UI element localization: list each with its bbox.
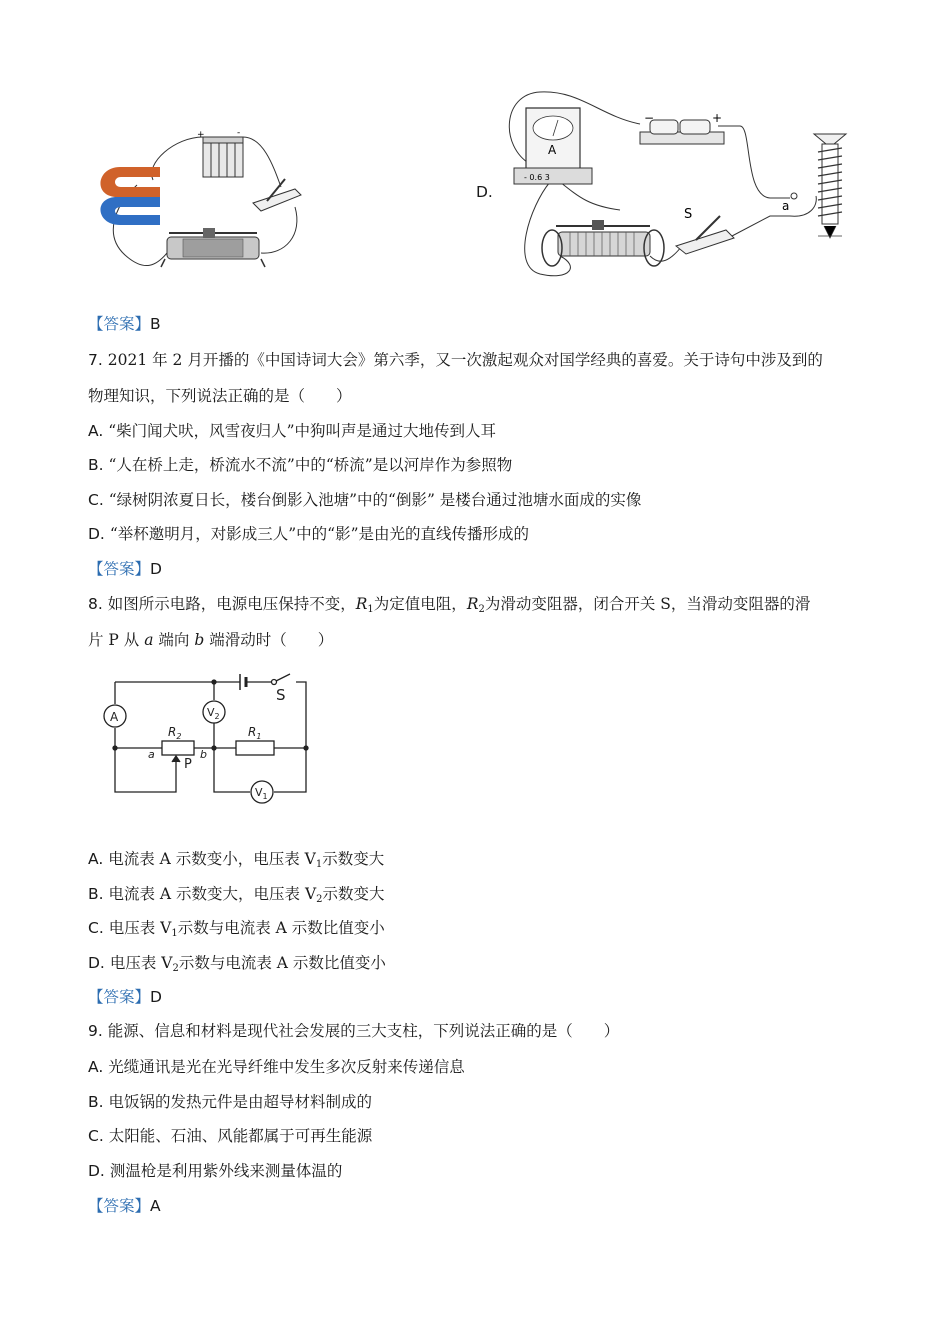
v1-label: $V_1$ xyxy=(255,786,268,801)
r2-sub: 2 xyxy=(478,604,485,615)
option-text: “人在桥上走，桥流水不流”中的“桥流”是以河岸作为参照物 xyxy=(108,456,513,474)
q9-number: 9. xyxy=(88,1022,103,1040)
option-text: “绿树阴浓夏日长，楼台倒影入池塘”中的“倒影” 是楼台通过池塘水面成的实像 xyxy=(108,491,642,509)
answer-bracket: 【答案】 xyxy=(88,315,151,333)
option-letter: A. xyxy=(88,1058,104,1076)
q7-stem-line2: 物理知识，下列说法正确的是（ ） xyxy=(88,387,352,405)
ammeter-label: A xyxy=(110,710,119,724)
ammeter-letter: A xyxy=(548,143,557,157)
answer-value: D xyxy=(150,560,162,578)
ammeter-icon xyxy=(514,108,592,184)
q8-circuit-diagram xyxy=(100,668,315,808)
option-text-2: 示数与电流表 A 示数比值变小 xyxy=(177,919,385,937)
answer-7 xyxy=(88,559,162,579)
battery-minus-label: - xyxy=(237,128,241,138)
q8-number: 8. xyxy=(88,595,103,613)
answer-9 xyxy=(88,1196,161,1216)
q7-option-a xyxy=(88,421,496,441)
r2-resistor xyxy=(162,741,194,755)
option-letter: B. xyxy=(88,1093,104,1111)
end-b-symbol: b xyxy=(194,631,205,649)
option-letter: A. xyxy=(88,850,104,868)
option-letter: B. xyxy=(88,885,104,903)
answer-value: A xyxy=(150,1197,161,1215)
option-sub: 2 xyxy=(316,894,323,905)
q9-option-a xyxy=(88,1057,465,1077)
answer-6 xyxy=(88,314,161,334)
switch-icon xyxy=(253,179,301,211)
option-letter: D. xyxy=(88,954,105,972)
battery-icon xyxy=(197,128,243,177)
option-sub: 2 xyxy=(172,963,179,974)
q8-option-b xyxy=(88,884,385,904)
q7-option-d xyxy=(88,524,529,544)
q9-stem xyxy=(88,1021,619,1041)
option-text: 电流表 A 示数变大，电压表 V xyxy=(108,885,317,903)
option-letter: D. xyxy=(88,1162,105,1180)
option-text-2: 示数与电流表 A 示数比值变小 xyxy=(178,954,386,972)
q8-stem-a: 如图所示电路，电源电压保持不变， xyxy=(107,595,356,613)
option-text: 电流表 A 示数变小，电压表 V xyxy=(108,850,316,868)
q8-stem-line1 xyxy=(88,594,810,614)
switch-label: S xyxy=(276,686,286,704)
option-d-figure-label: D. xyxy=(476,183,493,201)
r1-label: $R_1$ xyxy=(248,725,262,741)
slider-label: P xyxy=(184,757,192,772)
option-text: 太阳能、石油、风能都属于可再生能源 xyxy=(108,1127,373,1145)
rheostat-icon xyxy=(161,228,265,267)
option-text: 测温枪是利用紫外线来测量体温的 xyxy=(109,1162,343,1180)
switch-blade xyxy=(276,674,290,681)
point-a-label: a xyxy=(782,199,790,213)
q8-stem-l2c: 端滑动时（ ） xyxy=(209,631,334,649)
option-letter: C. xyxy=(88,919,104,937)
option-letter: C. xyxy=(88,491,104,509)
end-b-label: b xyxy=(200,748,207,761)
option-text: “柴门闻犬吠，风雪夜归人”中狗叫声是通过大地传到人耳 xyxy=(108,422,497,440)
q8-option-d xyxy=(88,953,386,973)
option-text: 光缆通讯是光在光导纤维中发生多次反射来传递信息 xyxy=(108,1058,465,1076)
horseshoe-magnet-icon xyxy=(100,167,160,225)
q7-stem-text: 2021 年 2 月开播的《中国诗词大会》第六季，又一次激起观众对国学经典的喜爱。关于诗句中涉及到的 xyxy=(107,351,823,369)
option-letter: A. xyxy=(88,422,104,440)
r1-symbol: R xyxy=(355,595,368,613)
battery-plus-label: + xyxy=(712,111,723,125)
option-sub: 1 xyxy=(315,859,323,870)
option-text: “举杯邀明月，对影成三人”中的“影”是由光的直线传播形成的 xyxy=(109,525,530,543)
answer-8 xyxy=(88,987,162,1007)
option-letter: D. xyxy=(88,525,105,543)
r1-sub: 1 xyxy=(367,604,374,615)
q8-option-a xyxy=(88,849,384,869)
answer-bracket: 【答案】 xyxy=(88,1197,151,1215)
option-letter: B. xyxy=(88,456,104,474)
option-text-2: 示数变大 xyxy=(322,850,385,868)
q9-option-d xyxy=(88,1161,342,1181)
q9-stem-text: 能源、信息和材料是现代社会发展的三大支柱，下列说法正确的是（ ） xyxy=(107,1022,620,1040)
q7-option-c xyxy=(88,490,641,510)
q9-option-c xyxy=(88,1126,372,1146)
q8-stem-c: 为滑动变阻器，闭合开关 S，当滑动变阻器的滑 xyxy=(484,595,811,613)
q8-stem-l2a: 片 P 从 xyxy=(88,631,140,649)
ammeter-terminals: - 0.6 3 xyxy=(524,173,550,182)
q8-stem-l2b: 端向 xyxy=(158,631,190,649)
electromagnet-icon xyxy=(814,134,846,238)
battery-plus-label: + xyxy=(197,130,205,140)
switch-icon xyxy=(676,207,734,254)
r1-resistor xyxy=(236,741,274,755)
option-text-2: 示数变大 xyxy=(322,885,385,903)
option-text: 电压表 V xyxy=(109,954,173,972)
q7-number: 7. xyxy=(88,351,103,369)
answer-bracket: 【答案】 xyxy=(88,988,151,1006)
q7-stem-line1 xyxy=(88,350,823,370)
end-a-symbol: a xyxy=(144,631,154,649)
switch-s-label: S xyxy=(684,207,693,222)
rheostat-icon xyxy=(542,220,664,266)
q8-option-c xyxy=(88,918,385,938)
q8-stem-b: 为定值电阻， xyxy=(373,595,467,613)
figure-option-d-circuit xyxy=(500,86,855,281)
q7-option-b xyxy=(88,455,512,475)
end-a-label: a xyxy=(148,748,155,761)
option-sub: 1 xyxy=(171,928,178,939)
option-text: 电饭锅的发热元件是由超导材料制成的 xyxy=(108,1093,373,1111)
r2-symbol: R xyxy=(466,595,479,613)
option-text: 电压表 V xyxy=(108,919,172,937)
q8-stem-line2 xyxy=(88,630,333,650)
v2-label: $V_2$ xyxy=(207,706,220,721)
battery-pack-icon xyxy=(640,111,724,144)
q9-option-b xyxy=(88,1092,372,1112)
answer-value: B xyxy=(150,315,161,333)
r2-label: $R_2$ xyxy=(168,725,182,741)
option-letter: C. xyxy=(88,1127,104,1145)
answer-value: D xyxy=(150,988,162,1006)
figure-magnet-circuit xyxy=(85,125,310,275)
battery-minus-label: − xyxy=(644,111,655,125)
answer-bracket: 【答案】 xyxy=(88,560,151,578)
